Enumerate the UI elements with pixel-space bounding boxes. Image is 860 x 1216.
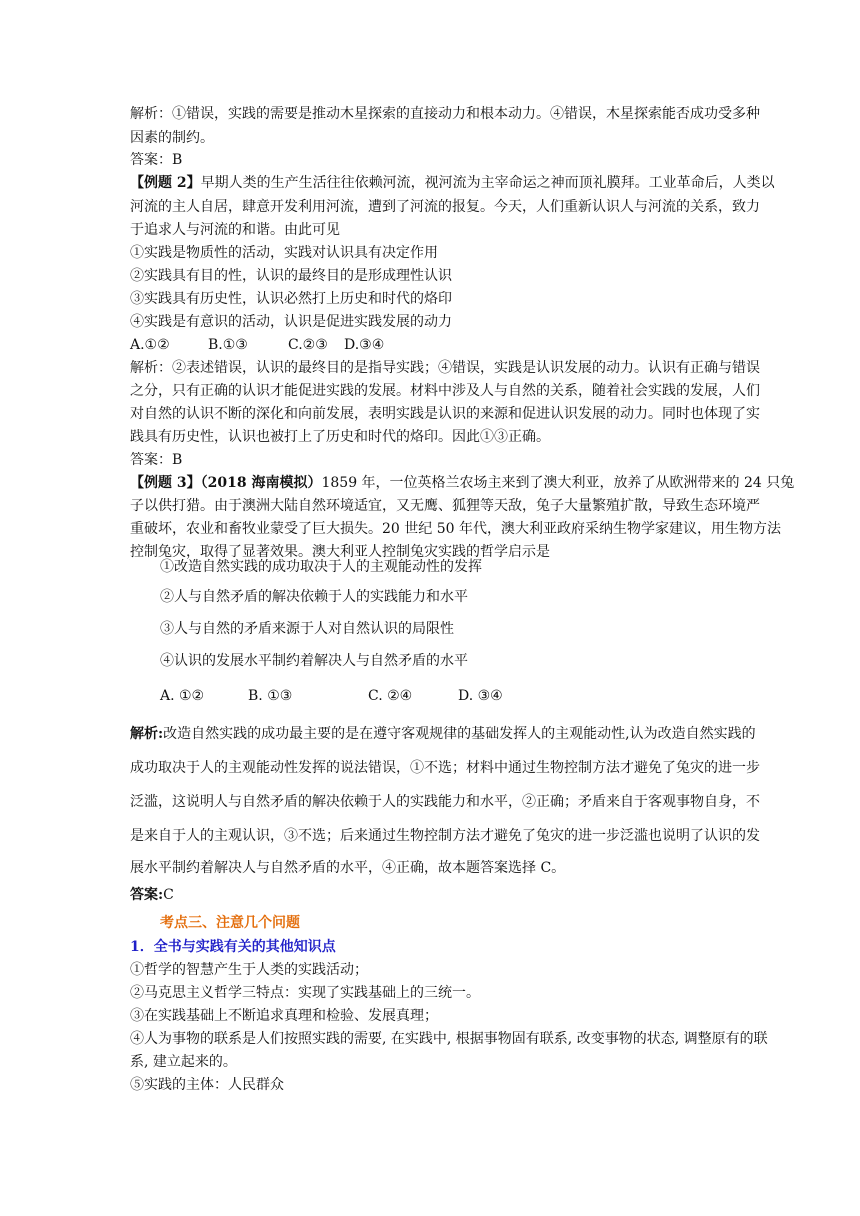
- text-line: 解析：②表述错误，认识的最终目的是指导实践；④错误，实践是认识发展的动力。认识有正确与错误: [130, 360, 760, 376]
- option-line: ③人与自然的矛盾来源于人对自然认识的局限性: [160, 621, 454, 637]
- option-line: ②实践具有目的性，认识的最终目的是形成理性认识: [130, 268, 452, 284]
- choice-c: C. ②④: [368, 688, 413, 704]
- example-3-tag: 【例题 3】: [130, 475, 201, 491]
- example-3-lead: 1859 年，一位英格兰农场主来到了澳大利亚，放养了从欧洲带来的 24 只兔: [321, 475, 795, 491]
- answer-line: [130, 884, 174, 906]
- point-line: ④人为事物的联系是人们按照实践的需要, 在实践中, 根据事物固有联系, 改变事物的状态, 调整原有的联: [130, 1031, 768, 1047]
- option-line: ③实践具有历史性，认识必然打上历史和时代的烙印: [130, 291, 452, 307]
- text-line: 子以供打猎。由于澳洲大陆自然环境适宜，又无鹰、狐狸等天敌，兔子大量繁殖扩散，导致生态环境严: [130, 498, 760, 514]
- text-line: 于追求人与河流的和谐。由此可见: [130, 222, 340, 238]
- text-line: 展水平制约着解决人与自然矛盾的水平，④正确，故本题答案选择 C。: [130, 860, 566, 876]
- point-line: ①哲学的智慧产生于人类的实践活动；: [130, 962, 368, 978]
- choice-a: A.①②: [130, 337, 170, 353]
- choice-b: B. ①③: [248, 688, 293, 704]
- text-line: 践具有历史性，认识也被打上了历史和时代的烙印。因此①③正确。: [130, 429, 550, 445]
- choice-b: B.①③: [208, 337, 248, 353]
- text-line: 改造自然实践的成功最主要的是在遵守客观规律的基础发挥人的主观能动性,认为改造自然实践的: [163, 726, 756, 742]
- choice-d: D. ③④: [458, 688, 503, 704]
- choices-row: [130, 334, 384, 356]
- option-line: ②人与自然矛盾的解决依赖于人的实践能力和水平: [160, 589, 468, 605]
- option-line: ④认识的发展水平制约着解决人与自然矛盾的水平: [160, 653, 468, 669]
- text-line: 河流的主人自居，肆意开发利用河流，遭到了河流的报复。今天，人们重新认识人与河流的关系，致力: [130, 199, 760, 215]
- choice-c: C.②③: [288, 337, 328, 353]
- point-line: ③在实践基础上不断追求真理和检验、发展真理；: [130, 1008, 438, 1024]
- text-line: 之分，只有正确的认识才能促进实践的发展。材料中涉及人与自然的关系，随着社会实践的发展，人们: [130, 383, 760, 399]
- option-line: ①改造自然实践的成功取决于人的主观能动性的发挥: [160, 559, 482, 575]
- choices-row: [160, 685, 503, 707]
- text-line: 控制兔灾，取得了显著效果。澳大利亚人控制兔灾实践的哲学启示是: [130, 544, 550, 560]
- point-line: ②马克思主义哲学三特点：实现了实践基础上的三统一。: [130, 985, 480, 1001]
- text-line: 泛滥，这说明人与自然矛盾的解决依赖于人的实践能力和水平，②正确；矛盾来自于客观事物自身，不: [130, 794, 760, 810]
- text-line: 是来自于人的主观认识，③不选；后来通过生物控制方法才避免了兔灾的进一步泛滥也说明了认识的发: [130, 828, 760, 844]
- example-2-tag: 【例题 2】: [130, 175, 201, 191]
- point-line: 系, 建立起来的。: [130, 1054, 237, 1070]
- choice-d: D.③④: [344, 337, 385, 353]
- analysis-label: 解析:: [130, 726, 164, 742]
- example-2-question: [130, 172, 775, 194]
- text-line: 答案：B: [130, 152, 183, 168]
- example-3-question: [130, 472, 794, 494]
- text-line: 对自然的认识不断的深化和向前发展，表明实践是认识的来源和促进认识发展的动力。同时也体现了实: [130, 406, 760, 422]
- option-line: ④实践是有意识的活动，认识是促进实践发展的动力: [130, 314, 452, 330]
- example-3-source: （2018 海南模拟）: [200, 475, 322, 491]
- text-line: 解析：①错误，实践的需要是推动木星探索的直接动力和根本动力。④错误，木星探索能否成功受多种: [130, 106, 760, 122]
- answer-label: 答案:: [130, 887, 164, 903]
- choice-a: A. ①②: [160, 688, 205, 704]
- analysis-line: [130, 723, 756, 745]
- section-subtitle: 1．全书与实践有关的其他知识点: [130, 939, 336, 955]
- text-line: 早期人类的生产生活往往依赖河流，视河流为主宰命运之神而顶礼膜拜。工业革命后，人类以: [200, 175, 775, 191]
- text-line: 答案：B: [130, 452, 183, 468]
- answer-value: C: [163, 887, 174, 903]
- text-line: 重破坏，农业和畜牧业蒙受了巨大损失。20 世纪 50 年代，澳大利亚政府采纳生物学家建议，用生物方法: [130, 521, 781, 537]
- text-line: 因素的制约。: [130, 130, 214, 146]
- option-line: ①实践是物质性的活动，实践对认识具有决定作用: [130, 245, 438, 261]
- point-line: ⑤实践的主体：人民群众: [130, 1077, 284, 1093]
- section-title: 考点三、注意几个问题: [160, 915, 300, 931]
- text-line: 成功取决于人的主观能动性发挥的说法错误，①不选；材料中通过生物控制方法才避免了兔灾的进一步: [130, 760, 760, 776]
